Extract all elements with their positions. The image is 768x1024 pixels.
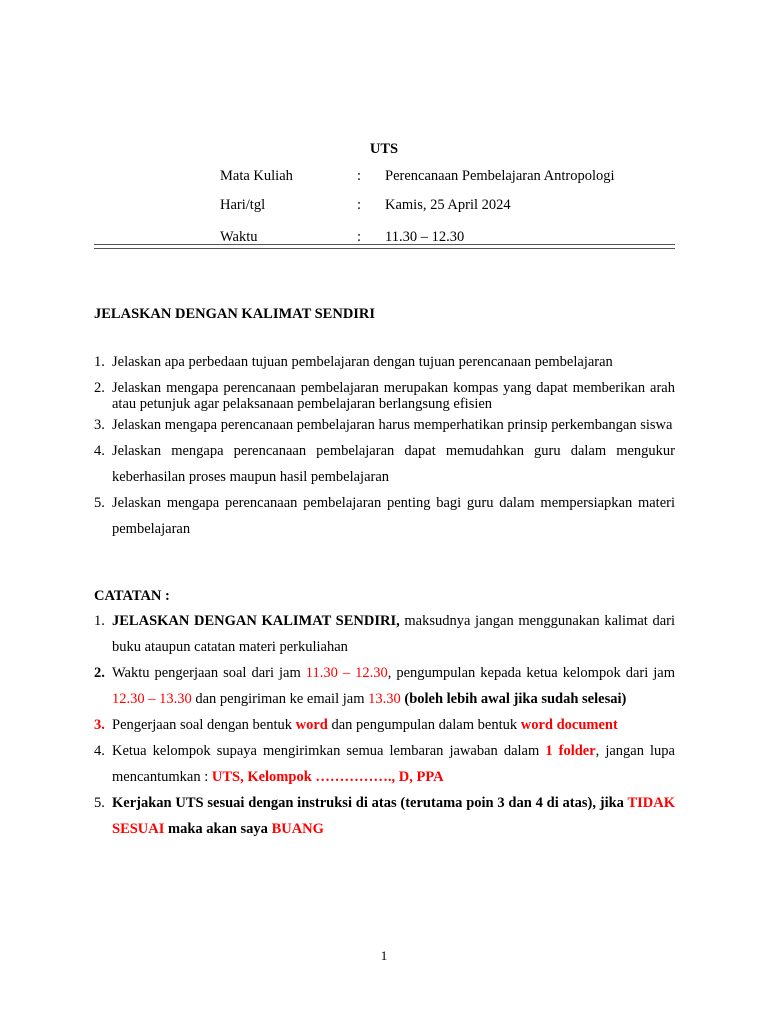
exam-title: UTS xyxy=(369,141,399,157)
note-highlight: TIDAK SESUAI xyxy=(112,795,675,837)
note-text: , jangan lupa mencantumkan : xyxy=(112,743,675,785)
header-rule-bottom xyxy=(94,248,675,249)
note-text: Waktu pengerjaan soal dari jam xyxy=(112,665,306,681)
note-text: dan pengumpulan dalam bentuk xyxy=(327,717,521,733)
info-label: Hari/tgl xyxy=(220,197,266,213)
note-number: 1. xyxy=(94,613,105,629)
note-bold-text: Kerjakan UTS sesuai dengan instruksi di atas (terutama poin 3 dan 4 di atas), jika xyxy=(112,795,628,811)
question-text: Jelaskan mengapa perencanaan pembelajaran harus memperhatikan prinsip perkembangan siswa xyxy=(112,417,673,433)
question-number: 4. xyxy=(94,443,105,459)
question-number: 3. xyxy=(94,417,105,433)
note-highlight: word document xyxy=(520,717,618,733)
note-item xyxy=(94,738,675,790)
info-colon: : xyxy=(357,229,362,245)
info-value: 11.30 – 12.30 xyxy=(385,229,465,245)
note-text: Ketua kelompok supaya mengirimkan semua lembaran jawaban dalam xyxy=(112,743,546,759)
note-bold-text: JELASKAN DENGAN KALIMAT SENDIRI, xyxy=(112,613,400,629)
note-text: , pengumpulan kepada ketua kelompok dari jam xyxy=(387,665,675,681)
question-item xyxy=(94,490,675,542)
note-bold-text: (boleh lebih awal jika sudah selesai) xyxy=(400,691,627,707)
question-item xyxy=(94,417,675,433)
note-text: maksudnya jangan menggunakan kalimat dari buku ataupun catatan materi perkuliahan xyxy=(112,613,675,655)
note-highlight: word xyxy=(295,717,328,733)
note-highlight: 13.30 xyxy=(368,691,401,707)
note-number: 2. xyxy=(94,665,105,681)
info-label: Waktu xyxy=(220,229,258,245)
question-text: Jelaskan mengapa perencanaan pembelajaran merupakan kompas yang dapat memberikan arah atau petunjuk agar pelaksanaan pembelajaran berlangsung efisien xyxy=(112,380,675,412)
note-highlight: 11.30 – 12.30 xyxy=(305,665,388,681)
question-item xyxy=(94,354,675,370)
note-highlight: 1 folder xyxy=(545,743,596,759)
info-colon: : xyxy=(357,168,362,184)
note-highlight: BUANG xyxy=(271,821,324,837)
note-highlight: UTS, Kelompok ……………., D, PPA xyxy=(211,769,444,785)
note-text: dan pengiriman ke email jam xyxy=(191,691,369,707)
question-item xyxy=(94,438,675,490)
note-number: 3. xyxy=(94,717,105,733)
question-number: 2. xyxy=(94,380,105,396)
note-number: 5. xyxy=(94,795,105,811)
page-number: 1 xyxy=(380,948,388,963)
question-text: Jelaskan mengapa perencanaan pembelajaran dapat memudahkan guru dalam mengukur keberhasilan proses maupun hasil pembelajaran xyxy=(112,443,675,485)
note-highlight: 12.30 – 13.30 xyxy=(112,691,192,707)
question-item xyxy=(94,380,675,412)
note-item xyxy=(94,608,675,660)
info-value: Kamis, 25 April 2024 xyxy=(385,197,511,213)
info-label: Mata Kuliah xyxy=(220,168,293,184)
header-rule-top xyxy=(94,244,675,245)
notes-list xyxy=(94,608,675,842)
note-item xyxy=(94,660,675,712)
question-list xyxy=(94,354,675,542)
note-text: Pengerjaan soal dengan bentuk xyxy=(112,717,296,733)
info-colon: : xyxy=(357,197,362,213)
instruction-heading: JELASKAN DENGAN KALIMAT SENDIRI xyxy=(94,306,376,322)
note-number: 4. xyxy=(94,743,105,759)
note-item xyxy=(94,712,675,738)
question-number: 1. xyxy=(94,354,105,370)
question-text: Jelaskan mengapa perencanaan pembelajaran penting bagi guru dalam mempersiapkan materi pembelajaran xyxy=(112,495,675,537)
info-value: Perencanaan Pembelajaran Antropologi xyxy=(385,168,615,184)
question-text: Jelaskan apa perbedaan tujuan pembelajaran dengan tujuan perencanaan pembelajaran xyxy=(112,354,613,370)
note-bold-text: maka akan saya xyxy=(164,821,272,837)
notes-heading: CATATAN : xyxy=(94,588,170,604)
question-number: 5. xyxy=(94,495,105,511)
note-item xyxy=(94,790,675,842)
